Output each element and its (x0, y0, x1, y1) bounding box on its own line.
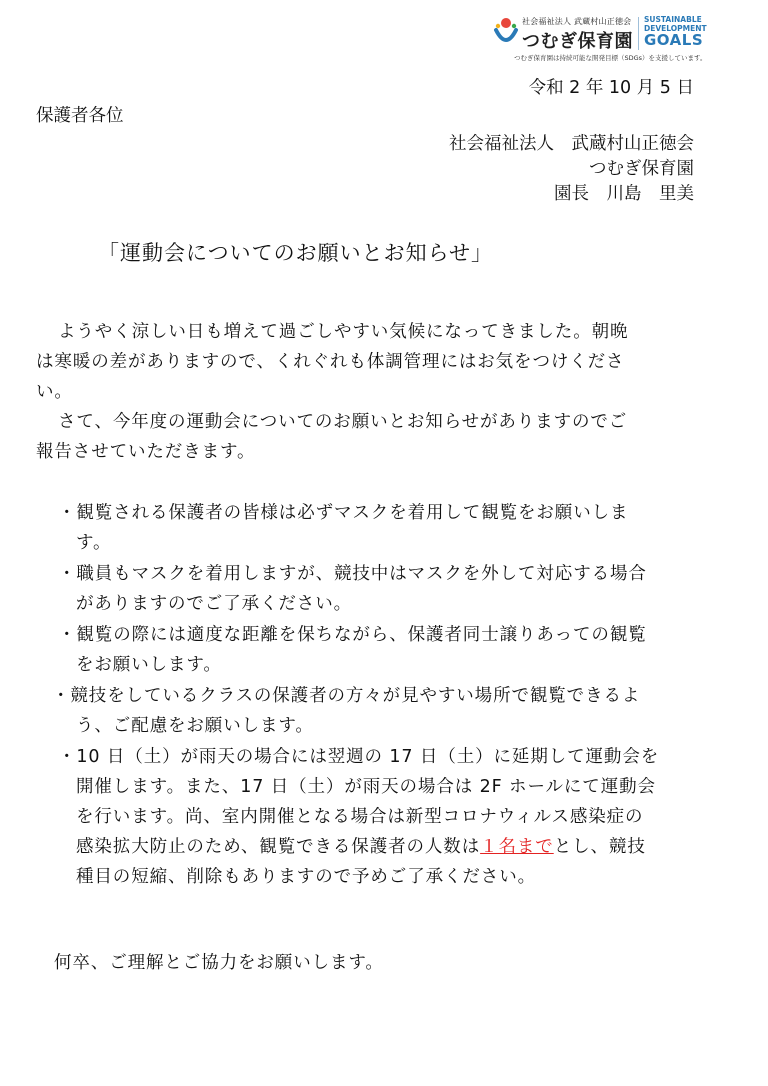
intro-line-2: は寒暖の差がありますので、くれぐれも体調管理にはお気をつけくださ (36, 352, 625, 372)
bullet-5-line-1: ・10 日（土）が雨天の場合には翌週の 17 日（土）に延期して運動会を (58, 747, 660, 767)
sdgs-support-note: つむぎ保育園は持続可能な開発目標（SDGs）を支援しています。 (514, 54, 707, 62)
intro-line-4: さて、今年度の運動会についてのお願いとお知らせがありますのでご (58, 412, 628, 432)
sdgs-line1: SUSTAINABLE (644, 15, 702, 24)
bullet-4-line-1: ・競技をしているクラスの保護者の方々が見やすい場所で観覧できるよ (52, 686, 641, 706)
org-name-label: つむぎ保育園 (522, 31, 633, 52)
sender-school: つむぎ保育園 (589, 159, 694, 179)
sender-principal: 園長 川島 里美 (554, 184, 694, 204)
bullet-2-line-1: ・職員もマスクを着用しますが、競技中はマスクを外して対応する場合 (58, 564, 647, 584)
sdgs-line3: GOALS (644, 31, 704, 49)
org-small-label: 社会福祉法人 武蔵村山正徳会 (522, 17, 632, 26)
bullet-3-line-2: をお願いします。 (76, 655, 222, 675)
nursery-logo-icon (492, 16, 520, 48)
bullet-2-line-2: がありますのでご了承ください。 (76, 594, 352, 614)
document-date: 令和 2 年 10 月 5 日 (528, 78, 694, 98)
intro-line-5: 報告させていただきます。 (36, 442, 256, 462)
intro-line-3: い。 (36, 382, 73, 402)
page-title: 「運動会についてのお願いとお知らせ」 (98, 241, 493, 265)
closing-line: 何卒、ご理解とご協力をお願いします。 (54, 953, 384, 973)
sdgs-logo (644, 16, 708, 48)
bullet-5-line-2: 開催します。また、17 日（土）が雨天の場合は 2F ホールにて運動会 (76, 777, 656, 797)
bullet-5-line-4 (76, 839, 646, 857)
bullet-5-line-3: を行います。尚、室内開催となる場合は新型コロナウィルス感染症の (76, 807, 644, 827)
logo-divider (638, 17, 639, 50)
bullet-5-line-4-before: 感染拡大防止のため、観覧できる保護者の人数は (76, 837, 481, 857)
bullet-5-line-4-after: とし、競技 (553, 837, 646, 857)
bullet-5-line-5: 種目の短縮、削除もありますので予めご了承ください。 (76, 867, 536, 887)
sdgs-line2: DEVELOPMENT (644, 23, 707, 33)
bullet-4-line-2: う、ご配慮をお願いします。 (76, 716, 314, 736)
bullet-1-line-2: す。 (76, 533, 112, 553)
recipient: 保護者各位 (36, 106, 124, 126)
bullet-1-line-1: ・観覧される保護者の皆様は必ずマスクを着用して観覧をお願いしま (58, 503, 629, 523)
intro-line-1: ようやく涼しい日も増えて過ごしやすい気候になってきました。朝晩 (58, 322, 629, 342)
sender-organization: 社会福祉法人 武蔵村山正徳会 (449, 134, 694, 154)
attendee-limit-highlight: １名まで (480, 837, 554, 857)
header-logo (490, 14, 708, 64)
bullet-3-line-1: ・観覧の際には適度な距離を保ちながら、保護者同士譲りあっての観覧 (58, 625, 647, 645)
